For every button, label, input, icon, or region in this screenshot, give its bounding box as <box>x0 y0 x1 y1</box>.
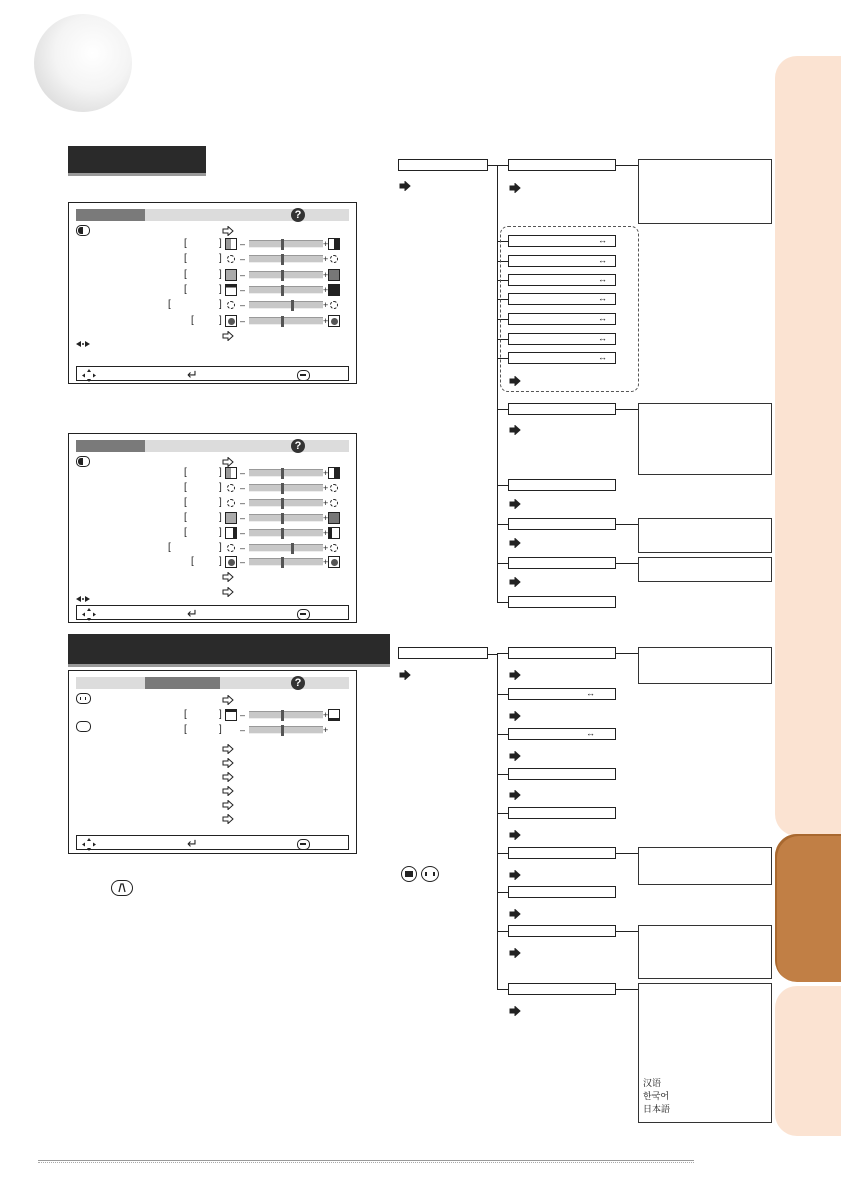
menu-arrow-icon <box>222 457 234 467</box>
help-icon[interactable]: ? <box>291 208 305 222</box>
slider-min-icon <box>225 238 237 250</box>
side-tab-lower[interactable] <box>775 986 841 1136</box>
value-bracket: ] <box>219 253 222 265</box>
language-option[interactable]: 日本語 <box>643 1104 671 1114</box>
osd-tab-active[interactable] <box>76 440 145 452</box>
slider-track[interactable] <box>249 726 323 734</box>
submenu-arrow-icon <box>222 587 234 597</box>
menu-root-box-1[interactable] <box>398 159 488 171</box>
slider-max-icon <box>328 269 340 281</box>
tree-connector <box>616 853 638 854</box>
slider-track[interactable] <box>249 317 323 325</box>
slider-track[interactable] <box>249 529 323 537</box>
slider-track[interactable] <box>249 499 323 507</box>
value-bracket: [ <box>184 496 187 508</box>
slider-max-icon-glyph <box>331 559 338 566</box>
plus-sign: + <box>323 239 329 249</box>
value-bracket: [ <box>184 467 187 478</box>
menu-item-arrow <box>509 790 521 800</box>
plus-sign: + <box>323 710 329 720</box>
minus-sign: – <box>240 300 246 311</box>
language-option[interactable]: 汉语 <box>643 1078 662 1088</box>
value-bracket: [ <box>184 253 187 265</box>
value-bracket: ] <box>219 467 222 478</box>
slider-knob[interactable] <box>281 468 284 479</box>
slider-knob[interactable] <box>281 483 284 494</box>
tree-connector <box>497 694 508 695</box>
value-bracket: [ <box>184 511 187 523</box>
slider-min-icon <box>225 467 237 479</box>
value-bracket: [ <box>184 238 187 249</box>
tree-connector <box>616 563 638 564</box>
adjust-range-icon: ↔ <box>598 333 607 343</box>
menu-item-box[interactable] <box>508 479 616 491</box>
slider-max-icon-glyph <box>330 499 338 507</box>
minus-sign: – <box>240 284 246 295</box>
slider-min-icon <box>225 269 237 281</box>
tree-trunk-1 <box>497 165 498 603</box>
menu-item-box[interactable] <box>508 596 616 608</box>
menu-button-glyph <box>300 613 306 615</box>
slider-track[interactable] <box>249 286 323 294</box>
slider-knob[interactable] <box>281 498 284 509</box>
minus-sign: – <box>240 710 246 720</box>
plus-sign: + <box>323 557 329 568</box>
bottom-rule-dots <box>38 1162 694 1163</box>
advanced-settings-group <box>500 226 639 392</box>
slider-min-icon <box>225 512 237 524</box>
submenu-arrow-icon <box>222 744 234 754</box>
submenu-arrow-icon <box>222 800 234 810</box>
slider-max-icon-glyph <box>330 544 338 552</box>
tree-connector <box>616 524 638 525</box>
slider-max-icon <box>328 284 340 296</box>
slider-min-icon-glyph <box>227 499 235 507</box>
options-list-box <box>638 983 772 1123</box>
minus-sign: – <box>240 239 246 249</box>
slider-max-icon <box>328 527 340 539</box>
menu-item-box[interactable] <box>508 518 616 530</box>
osd-screen-fine-sync <box>68 670 357 854</box>
tree-connector <box>497 734 508 735</box>
slider-min-icon <box>225 315 237 327</box>
tree-connector <box>497 563 508 564</box>
value-bracket: ] <box>219 526 222 538</box>
menu-item-box[interactable] <box>508 886 616 898</box>
tree-connector <box>497 485 508 486</box>
value-bracket: [ <box>168 299 171 311</box>
options-list-box <box>638 518 772 553</box>
slider-min-icon <box>225 724 237 736</box>
value-bracket: ] <box>219 238 222 249</box>
plus-sign: + <box>323 269 329 280</box>
slider-min-icon <box>225 497 237 509</box>
osd-tab-active[interactable] <box>76 209 145 221</box>
submenu-arrow-icon <box>222 786 234 796</box>
menu-item-box[interactable] <box>508 728 616 740</box>
move-cursor-icon <box>82 608 96 621</box>
tree-connector <box>497 409 508 410</box>
slider-max-icon <box>328 315 340 327</box>
slider-track[interactable] <box>249 484 323 492</box>
keystone-icon <box>76 721 91 732</box>
plus-sign: + <box>323 300 329 311</box>
submenu-arrow-icon <box>222 772 234 782</box>
menu-item-box[interactable] <box>508 768 616 780</box>
menu-item-arrow <box>509 499 521 509</box>
value-bracket: [ <box>184 481 187 493</box>
lens-shift-icon <box>401 866 417 882</box>
tree-connector <box>497 931 508 932</box>
menu-button-icon <box>297 839 310 850</box>
menu-item-box[interactable] <box>508 925 616 937</box>
enter-icon: ↵ <box>187 606 198 621</box>
menu-item-arrow <box>509 670 521 680</box>
plus-sign: + <box>323 315 329 326</box>
slider-max-icon <box>328 238 340 250</box>
menu-item-arrow <box>509 1006 521 1016</box>
plus-sign: + <box>323 497 329 508</box>
tree-connector <box>616 989 638 990</box>
slider-min-icon <box>225 542 237 554</box>
slider-track[interactable] <box>249 558 323 566</box>
menu-item-box[interactable] <box>508 557 616 569</box>
move-cursor-icon <box>82 369 96 382</box>
menu-item-arrow <box>509 870 521 880</box>
reset-icon <box>75 339 91 349</box>
section-heading-bar-2 <box>68 634 390 664</box>
menu-item-arrow <box>509 711 521 721</box>
menu-item-box[interactable] <box>508 983 616 995</box>
options-list-box <box>638 925 772 979</box>
adjust-range-icon: ↔ <box>598 235 607 245</box>
h-position-icon <box>421 866 439 882</box>
slider-track[interactable] <box>249 301 323 309</box>
menu-item-arrow <box>509 830 521 840</box>
tree-connector <box>497 524 508 525</box>
value-bracket: ] <box>219 268 222 280</box>
value-bracket: ] <box>219 481 222 493</box>
slider-min-icon-glyph <box>228 559 235 566</box>
tree-connector <box>497 853 508 854</box>
menu-root-arrow <box>399 670 411 680</box>
plus-sign: + <box>323 512 329 523</box>
minus-sign: – <box>240 725 246 735</box>
slider-min-icon <box>225 527 237 539</box>
menu-item-box[interactable] <box>508 807 616 819</box>
help-icon[interactable]: ? <box>291 676 305 690</box>
options-list-box <box>638 847 772 885</box>
menu-root-box-2[interactable] <box>398 647 488 659</box>
slider-max-icon-glyph <box>331 318 338 325</box>
slider-knob[interactable] <box>281 270 284 281</box>
minus-sign: – <box>240 468 246 478</box>
options-list-box <box>638 159 772 224</box>
plus-sign: + <box>323 254 329 265</box>
tree-connector <box>497 653 508 654</box>
keystone-icon <box>111 880 133 896</box>
slider-track[interactable] <box>249 469 323 477</box>
value-bracket: [ <box>168 541 171 553</box>
value-bracket: ] <box>219 511 222 523</box>
osd-mode-icon <box>76 225 90 236</box>
osd-mode-icon-fill <box>78 227 83 234</box>
tree-connector <box>497 774 508 775</box>
slider-min-icon <box>225 253 237 265</box>
osd-mode-icon <box>76 456 90 467</box>
menu-item-arrow <box>509 948 521 958</box>
adjust-range-icon: ↔ <box>598 293 607 303</box>
value-bracket: [ <box>184 283 187 295</box>
menu-button-glyph <box>300 843 306 845</box>
tree-connector <box>497 813 508 814</box>
value-bracket: ] <box>219 709 222 720</box>
menu-button-icon <box>297 609 310 620</box>
tree-connector <box>616 165 638 166</box>
help-icon[interactable]: ? <box>291 439 305 453</box>
slider-max-icon <box>328 253 340 265</box>
slider-min-icon-glyph <box>227 301 235 309</box>
osd-mode-icon-fill <box>78 458 83 465</box>
slider-knob[interactable] <box>281 725 284 736</box>
slider-track[interactable] <box>249 514 323 522</box>
menu-arrow-icon <box>222 226 234 236</box>
slider-knob[interactable] <box>291 300 294 311</box>
slider-min-icon <box>225 482 237 494</box>
enter-icon: ↵ <box>187 836 198 851</box>
slider-max-icon <box>328 542 340 554</box>
adjust-range-icon: ↔ <box>598 255 607 265</box>
value-bracket: ] <box>219 541 222 553</box>
plus-sign: + <box>323 284 329 295</box>
value-bracket: ] <box>219 283 222 295</box>
tree-connector <box>497 165 508 166</box>
adjust-range-icon: ↔ <box>598 274 607 284</box>
value-bracket: ] <box>219 496 222 508</box>
value-bracket: [ <box>191 556 194 568</box>
tree-connector <box>616 653 638 654</box>
slider-max-icon <box>328 709 340 721</box>
h-position-icon <box>76 693 91 704</box>
value-bracket: [ <box>191 314 194 326</box>
slider-max-icon-glyph <box>330 255 338 263</box>
minus-sign: – <box>240 542 246 553</box>
menu-item-box[interactable] <box>508 159 616 171</box>
plus-sign: + <box>323 527 329 538</box>
slider-knob[interactable] <box>281 239 284 250</box>
menu-item-arrow <box>509 751 521 761</box>
menu-item-arrow <box>509 183 521 193</box>
slider-min-icon <box>225 284 237 296</box>
slider-knob[interactable] <box>281 528 284 539</box>
tree-connector <box>497 602 508 603</box>
adjust-range-icon: ↔ <box>598 313 607 323</box>
value-bracket: ] <box>219 724 222 735</box>
minus-sign: – <box>240 269 246 280</box>
value-bracket: [ <box>184 268 187 280</box>
section-heading-bar-1 <box>68 146 206 173</box>
slider-min-icon-glyph <box>227 544 235 552</box>
slider-max-icon <box>328 497 340 509</box>
osd-screen-picture-1 <box>68 202 357 384</box>
slider-knob[interactable] <box>281 557 284 568</box>
slider-min-icon-glyph <box>227 255 235 263</box>
slider-knob[interactable] <box>281 316 284 327</box>
slider-knob[interactable] <box>281 710 284 721</box>
slider-max-icon <box>328 724 340 736</box>
osd-tab-active[interactable] <box>145 677 220 689</box>
minus-sign: – <box>240 557 246 568</box>
minus-sign: – <box>240 315 246 326</box>
value-bracket: [ <box>184 709 187 720</box>
menu-item-box[interactable] <box>508 847 616 859</box>
slider-knob[interactable] <box>281 285 284 296</box>
slider-track[interactable] <box>249 544 323 552</box>
enter-icon: ↵ <box>187 367 198 382</box>
plus-sign: + <box>323 468 329 478</box>
slider-max-icon-glyph <box>330 484 338 492</box>
slider-knob[interactable] <box>281 254 284 265</box>
slider-max-icon <box>328 482 340 494</box>
bottom-rule <box>38 1160 694 1161</box>
minus-sign: – <box>240 527 246 538</box>
page-corner-circle <box>34 14 132 112</box>
menu-button-glyph <box>300 374 306 376</box>
options-list-box <box>638 403 772 475</box>
value-bracket: [ <box>184 526 187 538</box>
tree-connector <box>497 892 508 893</box>
osd-tab-bar <box>76 209 349 221</box>
side-tab-active[interactable] <box>775 834 841 982</box>
menu-root-arrow <box>399 181 411 191</box>
adjust-range-icon: ↔ <box>598 352 607 362</box>
slider-knob[interactable] <box>281 513 284 524</box>
menu-item-arrow <box>509 909 521 919</box>
slider-max-icon-glyph <box>330 301 338 309</box>
menu-item-arrow <box>509 538 521 548</box>
value-bracket: ] <box>219 556 222 568</box>
slider-max-icon <box>328 299 340 311</box>
submenu-arrow-icon <box>222 814 234 824</box>
value-bracket: [ <box>184 724 187 735</box>
submenu-arrow-icon <box>222 572 234 582</box>
reset-icon <box>75 594 91 604</box>
tree-trunk-2 <box>497 654 498 990</box>
slider-min-icon <box>225 299 237 311</box>
value-bracket: ] <box>219 299 222 311</box>
language-option[interactable]: 한국어 <box>643 1091 670 1101</box>
slider-min-icon-glyph <box>227 484 235 492</box>
slider-max-icon <box>328 467 340 479</box>
tree-connector <box>616 409 638 410</box>
minus-sign: – <box>240 497 246 508</box>
slider-track[interactable] <box>249 711 323 719</box>
menu-button-icon <box>297 370 310 381</box>
menu-item-arrow <box>509 425 521 435</box>
osd-tab-bar <box>76 677 349 689</box>
menu-arrow-icon <box>222 695 234 705</box>
minus-sign: – <box>240 254 246 265</box>
menu-item-arrow <box>509 577 521 587</box>
adjust-range-icon: ↔ <box>586 688 595 698</box>
options-list-box <box>638 557 772 582</box>
adjust-range-icon: ↔ <box>586 728 595 738</box>
side-tab-upper[interactable] <box>775 56 841 836</box>
tree-connector <box>616 931 638 932</box>
options-list-box <box>638 647 772 684</box>
h-position-glyph <box>80 697 86 700</box>
osd-tab-bar <box>76 440 349 452</box>
menu-item-box[interactable] <box>508 403 616 415</box>
plus-sign: + <box>323 482 329 493</box>
tree-connector <box>497 989 508 990</box>
minus-sign: – <box>240 482 246 493</box>
slider-track[interactable] <box>249 240 323 248</box>
slider-min-icon-glyph <box>228 318 235 325</box>
move-cursor-icon <box>82 838 96 851</box>
slider-max-icon <box>328 556 340 568</box>
slider-knob[interactable] <box>291 543 294 554</box>
value-bracket: ] <box>219 314 222 326</box>
slider-max-icon <box>328 512 340 524</box>
submenu-arrow-icon <box>222 331 234 341</box>
submenu-arrow-icon <box>222 758 234 768</box>
plus-sign: + <box>323 725 329 735</box>
slider-track[interactable] <box>249 271 323 279</box>
minus-sign: – <box>240 512 246 523</box>
plus-sign: + <box>323 542 329 553</box>
menu-item-box[interactable] <box>508 647 616 659</box>
slider-track[interactable] <box>249 255 323 263</box>
slider-min-icon <box>225 556 237 568</box>
menu-item-box[interactable] <box>508 688 616 700</box>
osd-screen-picture-2 <box>68 433 357 623</box>
slider-min-icon <box>225 709 237 721</box>
